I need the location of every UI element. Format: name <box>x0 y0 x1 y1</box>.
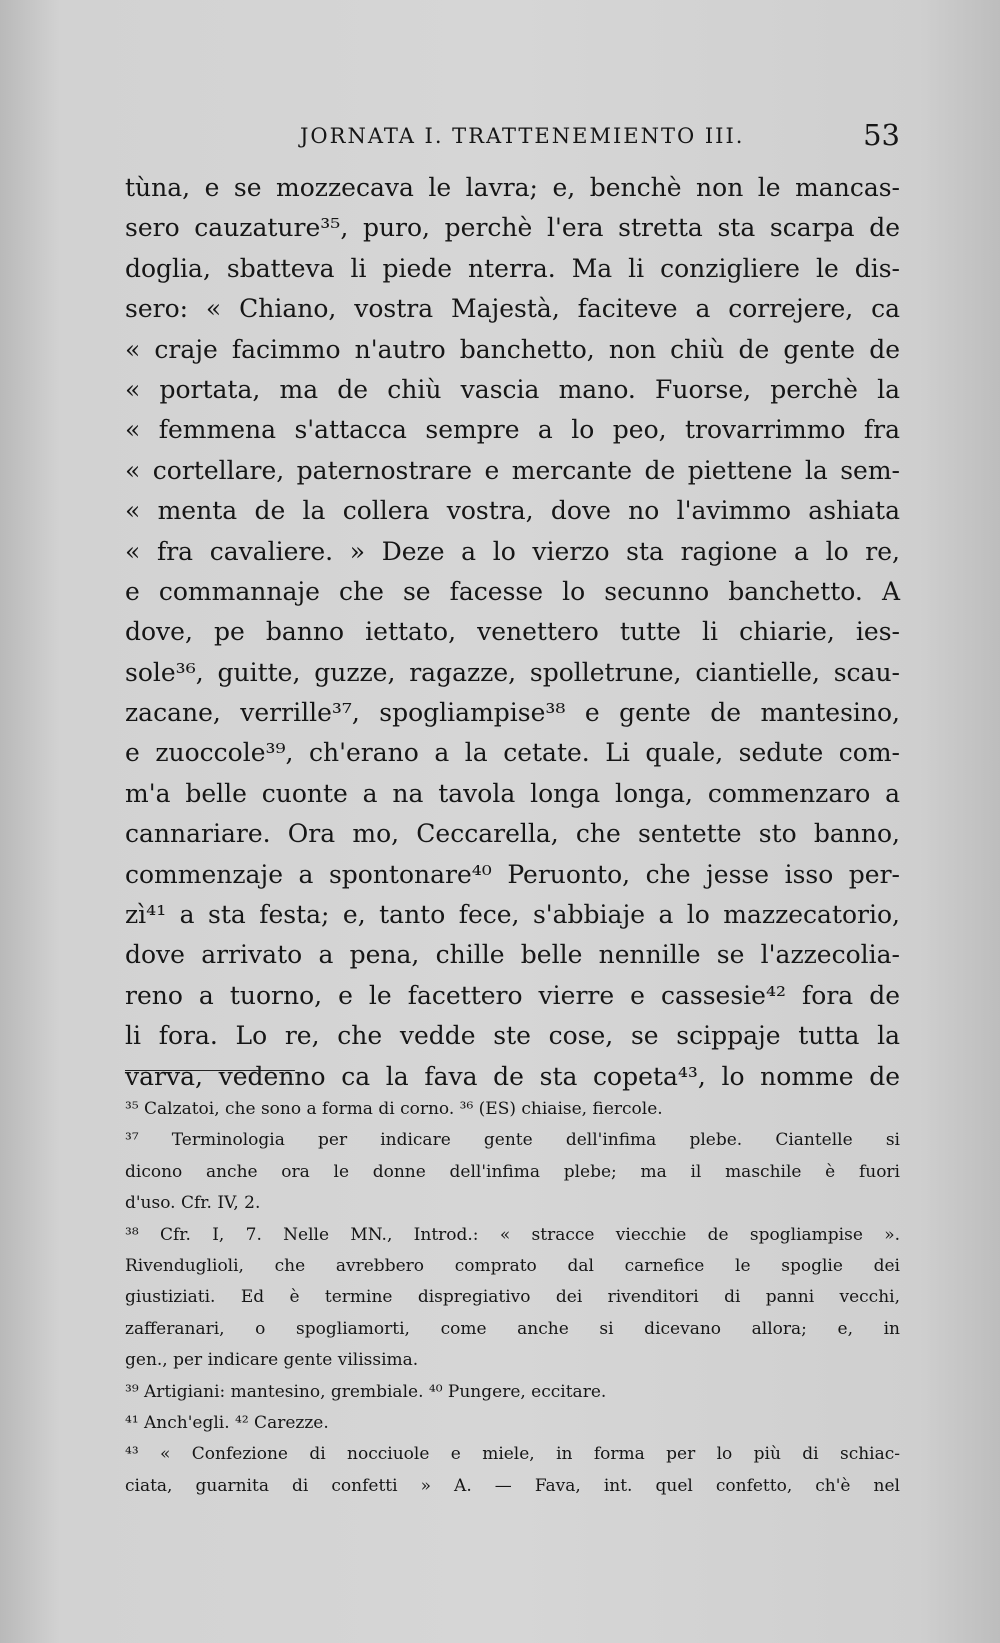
body-line: sero: « Chiano, vostra Majestà, faciteve a correjere, ca <box>125 294 900 324</box>
page-number: 53 <box>863 118 900 152</box>
body-line: zì⁴¹ a sta festa; e, tanto fece, s'abbiaje a lo mazzecatorio, <box>125 900 900 930</box>
footnotes <box>125 1094 900 1502</box>
body-line: sole³⁶, guitte, guzze, ragazze, spolletrune, ciantielle, scau- <box>125 657 900 687</box>
footnote-line: Rivendugliolі, che avrebbero comprato dal carnefice le spoglie dei <box>125 1255 900 1276</box>
footnote-rule <box>125 1070 295 1071</box>
body-line: « femmena s'attacca sempre a lo peo, trovarrimmo fra <box>125 415 900 445</box>
body-line: reno a tuorno, e le facettero vierre e cassesie⁴² fora de <box>125 980 900 1010</box>
footnote-line: zafferanari, o spogliamorti, come anche si dicevano allora; e, in <box>125 1318 900 1339</box>
footnote-line: ⁴³ « Confezione di nocciuole e miele, in forma per lo più di schiac- <box>125 1444 900 1465</box>
footnote-line: d'uso. Cfr. IV, 2. <box>125 1193 261 1214</box>
running-head <box>125 118 900 158</box>
body-line: tùna, e se mozzecava le lavra; e, benchè non le mancas- <box>125 173 900 202</box>
footnote-line: gen., per indicare gente vilissima. <box>125 1350 419 1371</box>
footnote-line: dicono anche ora le donne dell'infima plebe; ma il maschile è fuori <box>125 1161 900 1182</box>
body-line: li fora. Lo re, che vedde ste cose, se scippaje tutta la <box>125 1021 900 1051</box>
footnote-line: ³⁷ Terminologia per indicare gente dell'infima plebe. Ciantelle si <box>125 1130 900 1151</box>
body-line: varva, vedenno ca la fava de sta copeta⁴³, lo nomme de <box>125 1061 900 1091</box>
body-line: dove, pe banno iettato, venettero tutte li chiarie, ies- <box>125 617 900 647</box>
footnote-line: ⁴¹ Anch'egli. ⁴² Carezze. <box>125 1412 329 1433</box>
body-line: zacane, verrille³⁷, spogliampise³⁸ e gente de mantesino, <box>125 698 900 728</box>
body-line: cannariare. Ora mo, Ceccarella, che sentette sto banno, <box>125 819 900 849</box>
body-line: « craje facimmo n'autro banchetto, non chiù de gente de <box>125 334 900 364</box>
footnote-line: giustiziati. Ed è termine dispregiativo dei rivenditori di panni vecchi, <box>125 1287 900 1308</box>
body-line: sero cauzature³⁵, puro, perchè l'era stretta sta scarpa de <box>125 213 900 243</box>
body-line: m'a belle cuonte a na tavola longa longa, commenzaro a <box>125 778 900 808</box>
body-line: doglia, sbatteva li piede nterra. Ma li conzigliere le dis- <box>125 253 900 283</box>
body-line: « portata, ma de chiù vascia mano. Fuorse, perchè la <box>125 374 900 404</box>
body-line: « cortellare, paternostrare e mercante de piettene la sem- <box>125 455 900 485</box>
footnote-line: ciata, guarnita di confetti » A. — Fava, int. quel confetto, ch'è nel <box>125 1475 900 1496</box>
body-line: e commannaje che se facesse lo secunno banchetto. A <box>125 576 900 606</box>
body-text <box>125 168 900 1097</box>
footnote-line: ³⁵ Calzatoi, che sono a forma di corno. ³⁶ (ES) chiaise, fiercole. <box>125 1099 663 1119</box>
body-line: « fra cavaliere. » Deze a lo vierzo sta ragione a lo re, <box>125 536 900 566</box>
running-head-title: JORNATA I. TRATTENEMIENTO III. <box>300 124 745 148</box>
body-line: commenzaje a spontonare⁴⁰ Peruonto, che jesse isso per- <box>125 859 900 889</box>
body-line: « menta de la collera vostra, dove no l'avimmo ashiata <box>125 496 900 526</box>
body-line: e zuoccole³⁹, ch'erano a la cetate. Li quale, sedute com- <box>125 738 900 768</box>
body-line: dove arrivato a pena, chille belle nennille se l'azzecolia- <box>125 940 900 970</box>
footnote-line: ³⁹ Artigiani: mantesino, grembiale. ⁴⁰ Pungere, eccitare. <box>125 1381 607 1402</box>
footnote-line: ³⁸ Cfr. I, 7. Nelle MN., Introd.: « stracce viecchie de spogliampise ». <box>125 1224 900 1245</box>
